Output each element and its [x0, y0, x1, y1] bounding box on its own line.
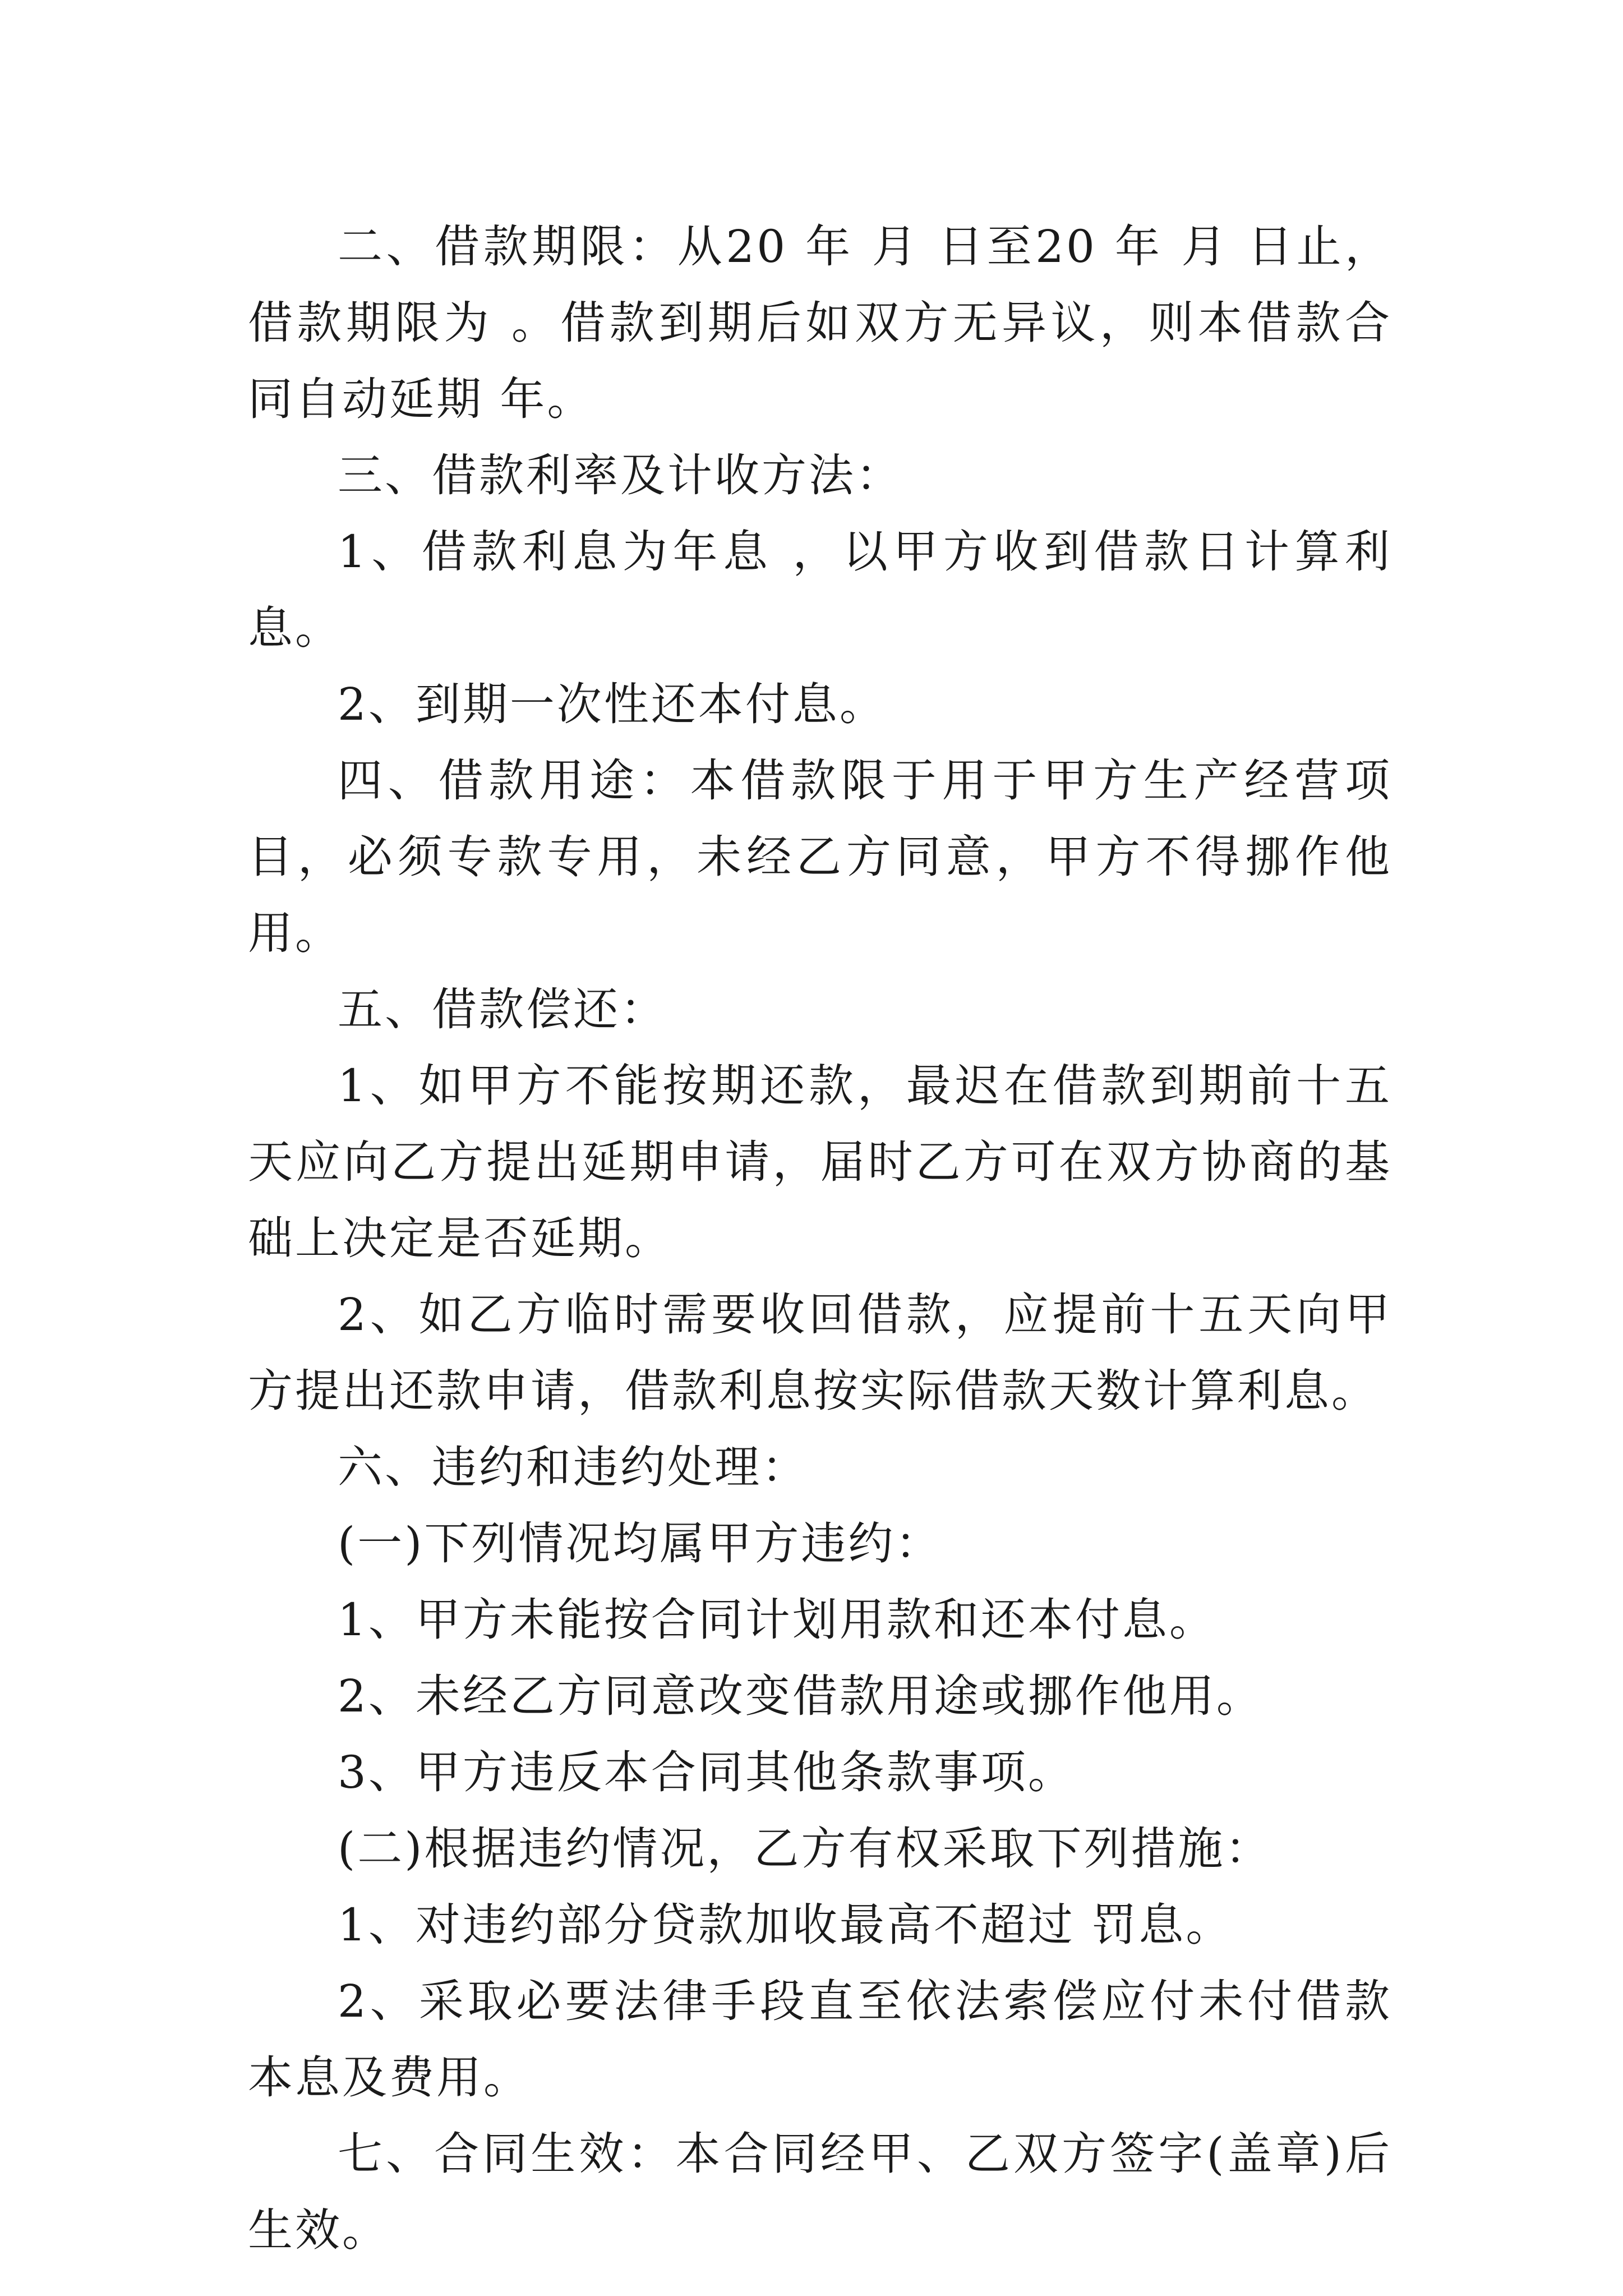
clause-interest-item-1: 1、借款利息为年息 ，以甲方收到借款日计算利息。	[248, 526, 1392, 654]
clause-interest-heading: 三、借款利率及计收方法：	[338, 449, 903, 501]
clause-breach-sub-1-item-2: 2、未经乙方同意改变借款用途或挪作他用。	[338, 1670, 1264, 1722]
clause-breach-heading: 六、违约和违约处理：	[338, 1441, 809, 1493]
clause-breach-sub-1-item-1: 1、甲方未能按合同计划用款和还本付息。	[338, 1594, 1216, 1646]
clause-effectiveness: 七、合同生效：本合同经甲、乙双方签字(盖章)后生效。	[248, 2128, 1392, 2256]
clause-breach-sub-2-item-1: 1、对违约部分贷款加收最高不超过 罚息。	[338, 1899, 1233, 1951]
clause-repayment-item-1: 1、如甲方不能按期还款，最迟在借款到期前十五天应向乙方提出延期申请，届时乙方可在双方协商的基础上决定是否延期。	[248, 1060, 1392, 1264]
clause-breach-sub-1-item-3: 3、甲方违反本合同其他条款事项。	[338, 1746, 1075, 1798]
clause-loan-purpose: 四、借款用途：本借款限于用于甲方生产经营项目，必须专款专用，未经乙方同意，甲方不得挪作他用。	[248, 754, 1392, 959]
clause-loan-term: 二、借款期限：从20 年 月 日至20 年 月 日止，借款期限为 。借款到期后如双方无异议，则本借款合同自动延期 年。	[248, 220, 1392, 425]
clause-repayment-item-2: 2、如乙方临时需要收回借款，应提前十五天向甲方提出还款申请，借款利息按实际借款天数计算利息。	[248, 1289, 1392, 1417]
clause-breach-sub-1: (一)下列情况均属甲方违约：	[338, 1517, 943, 1570]
contract-body	[248, 209, 1392, 2269]
clause-repayment-heading: 五、借款偿还：	[338, 983, 667, 1036]
clause-interest-item-2: 2、到期一次性还本付息。	[338, 678, 887, 730]
clause-breach-sub-2-item-2: 2、采取必要法律手段直至依法索偿应付未付借款本息及费用。	[248, 1975, 1392, 2104]
clause-breach-sub-2: (二)根据违约情况，乙方有权采取下列措施：	[338, 1823, 1272, 1875]
